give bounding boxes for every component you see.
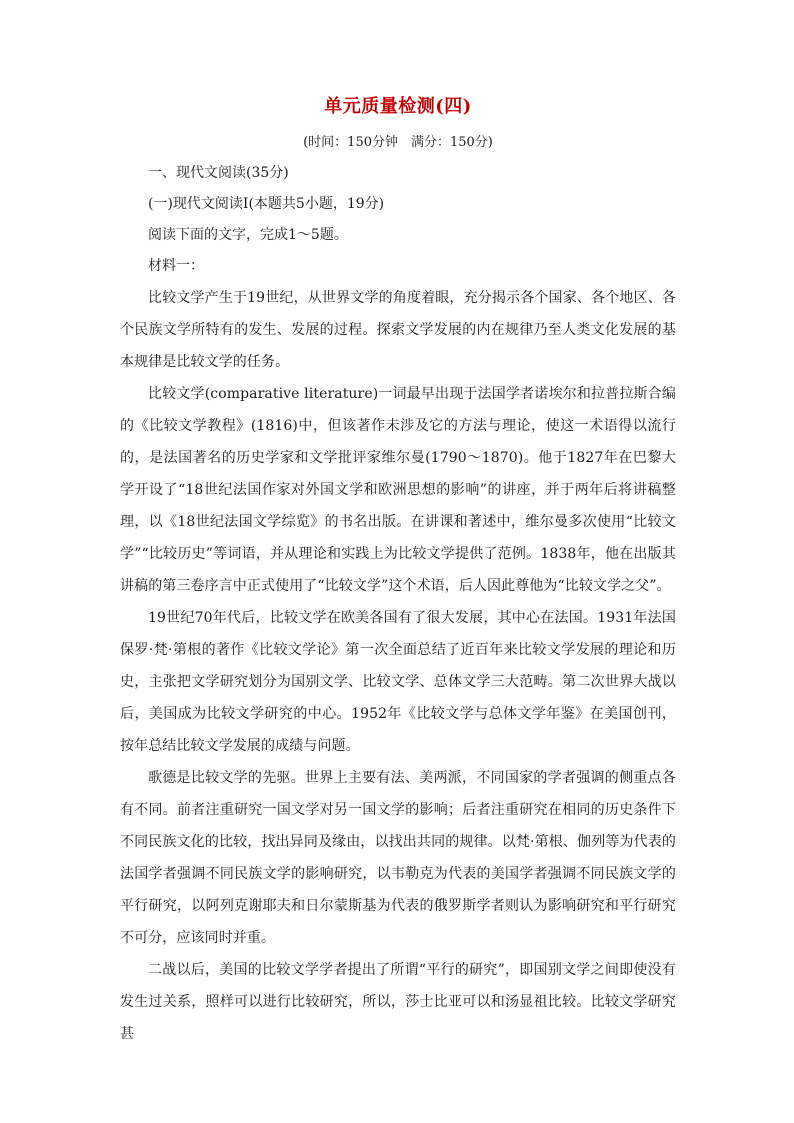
subsection-heading: (一)现代文阅读Ⅰ(本题共5小题，19分) — [148, 196, 385, 212]
paragraph: 比较文学产生于19世纪，从世界文学的角度着眼，充分揭示各个国家、各个地区、各个民族文学所特有的发生、发展的过程。探索文学发展的内在规律乃至人类文化发展的基本规律是比较文学的任务。 — [120, 290, 676, 370]
paragraph: 比较文学(comparative literature)一词最早出现于法国学者诺埃尔和拉普拉斯合编的《比较文学教程》(1816)中，但该著作未涉及它的方法与理论，使这一术语得以流行的，是法国著名的历史学家和文学批评家维尔曼(1790～1870)。他于1827年在巴黎大学开设了“18世纪法国作家对外国文学和欧洲思想的影响”的讲座，并于两年后将讲稿整理，以《18世纪法国文学综览》的书名出版。在讲课和著述中，维尔曼多次使用“比较文学”“比较历史”等词语，并从理论和实践上为比较文学提供了范例。1838年，他在出版其讲稿的第三卷序言中正式使用了“比较文学”这个术语，后人因此尊他为“比较文学之父”。 — [120, 386, 676, 594]
exam-time-and-score: (时间：150分钟 满分：150分) — [303, 135, 493, 150]
paragraph: 19世纪70年代后，比较文学在欧美各国有了很大发展，其中心在法国。1931年法国保罗·梵·第根的著作《比较文学论》第一次全面总结了近百年来比较文学发展的理论和历史，主张把文学研究划分为国别文学、比较文学、总体文学三大范畴。第二次世界大战以后，美国成为比较文学研究的中心。1952年《比较文学与总体文学年鉴》在美国创刊，按年总结比较文学发展的成绩与问题。 — [120, 610, 676, 754]
paragraph: 歌德是比较文学的先驱。世界上主要有法、美两派，不同国家的学者强调的侧重点各有不同。前者注重研究一国文学对另一国文学的影响；后者注重研究在相同的历史条件下不同民族文化的比较，找出异同及缘由，以找出共同的规律。以梵·第根、伽列等为代表的法国学者强调不同民族文学的影响研究，以韦勒克为代表的美国学者强调不同民族文学的平行研究，以阿列克谢耶夫和日尔蒙斯基为代表的俄罗斯学者则认为影响研究和平行研究不可分，应该同时并重。 — [120, 770, 676, 946]
material-label: 材料一： — [148, 258, 204, 274]
section-heading: 一、现代文阅读(35分) — [148, 165, 289, 181]
document-title: 单元质量检测(四) — [324, 96, 472, 117]
paragraph: 二战以后，美国的比较文学学者提出了所谓“平行的研究”，即国别文学之间即使没有发生过关系，照样可以进行比较研究，所以，莎士比亚可以和汤显祖比较。比较文学研究甚 — [120, 962, 676, 1042]
reading-instruction: 阅读下面的文字，完成1～5题。 — [148, 227, 348, 243]
document-page — [120, 94, 676, 1050]
